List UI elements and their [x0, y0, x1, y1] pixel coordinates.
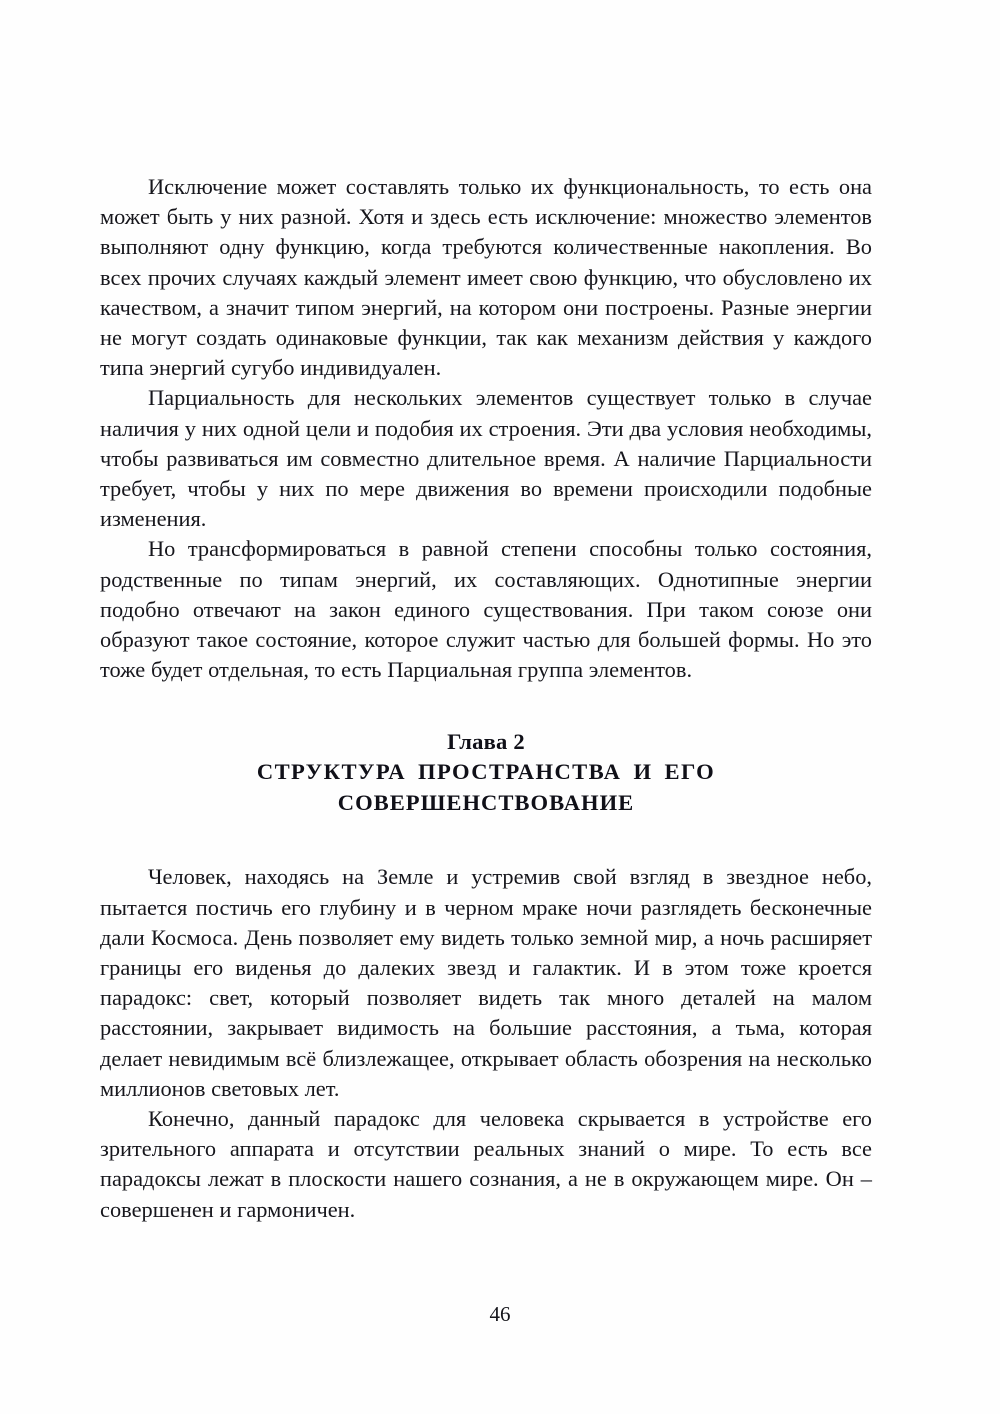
paragraph-3: Но трансформироваться в равной степени способны только состояния, родственные по типам энергий, их составляющих. Однотипные энергии подобно отвечают на закон единого существования. При таком союзе они образуют такое состояние, которое служит частью для большей формы. Но это тоже будет отдельная, то есть Парциальная группа элементов.	[100, 536, 872, 683]
chapter-number: Глава 2	[447, 729, 525, 755]
paragraph-1: Исключение может составлять только их функциональность, то есть она может быть у них разной. Хотя и здесь есть исключение: множество элементов выполняют одну функцию, когда требуются количественные накопления. Во всех прочих случаях каждый элемент имеет свою функцию, что обусловлено их качеством, а значит типом энергий, на котором они построены. Разные энергии не могут создать одинаковые функции, так как механизм действия у каждого типа энергий сугубо индивидуален.	[100, 174, 872, 381]
page-text-block	[100, 172, 872, 1225]
page-number: 46	[489, 1302, 511, 1326]
chapter-heading	[100, 727, 872, 818]
paragraph-2: Парциальность для нескольких элементов существует только в случае наличия у них одной цели и подобия их строения. Эти два условия необходимы, чтобы развиваться им совместно длительное время. А наличие Парциальности требует, чтобы у них по мере движения во времени происходили подобные изменения.	[100, 385, 872, 532]
chapter-title-line-1: СТРУКТУРА ПРОСТРАНСТВА И ЕГО	[256, 759, 716, 785]
chapter-title-line-2: СОВЕРШЕНСТВОВАНИЕ	[337, 790, 635, 816]
paragraph-5: Конечно, данный парадокс для человека скрывается в устройстве его зрительного аппарата и отсутствии реальных знаний о мире. То есть все парадоксы лежат в плоскости нашего сознания, а не в окружающем мире. Он – совершенен и гармоничен.	[100, 1106, 872, 1222]
paragraph-4: Человек, находясь на Земле и устремив свой взгляд в звездное небо, пытается постичь его глубину и в черном мраке ночи разглядеть бесконечные дали Космоса. День позволяет ему видеть только земной мир, а ночь расширяет границы его виденья до далеких звезд и галактик. И в этом тоже кроется парадокс: свет, который позволяет видеть так много деталей на малом расстоянии, закрывает видимость на большие расстояния, а тьма, которая делает невидимым всё близлежащее, открывает область обозрения на несколько миллионов световых лет.	[100, 864, 872, 1101]
